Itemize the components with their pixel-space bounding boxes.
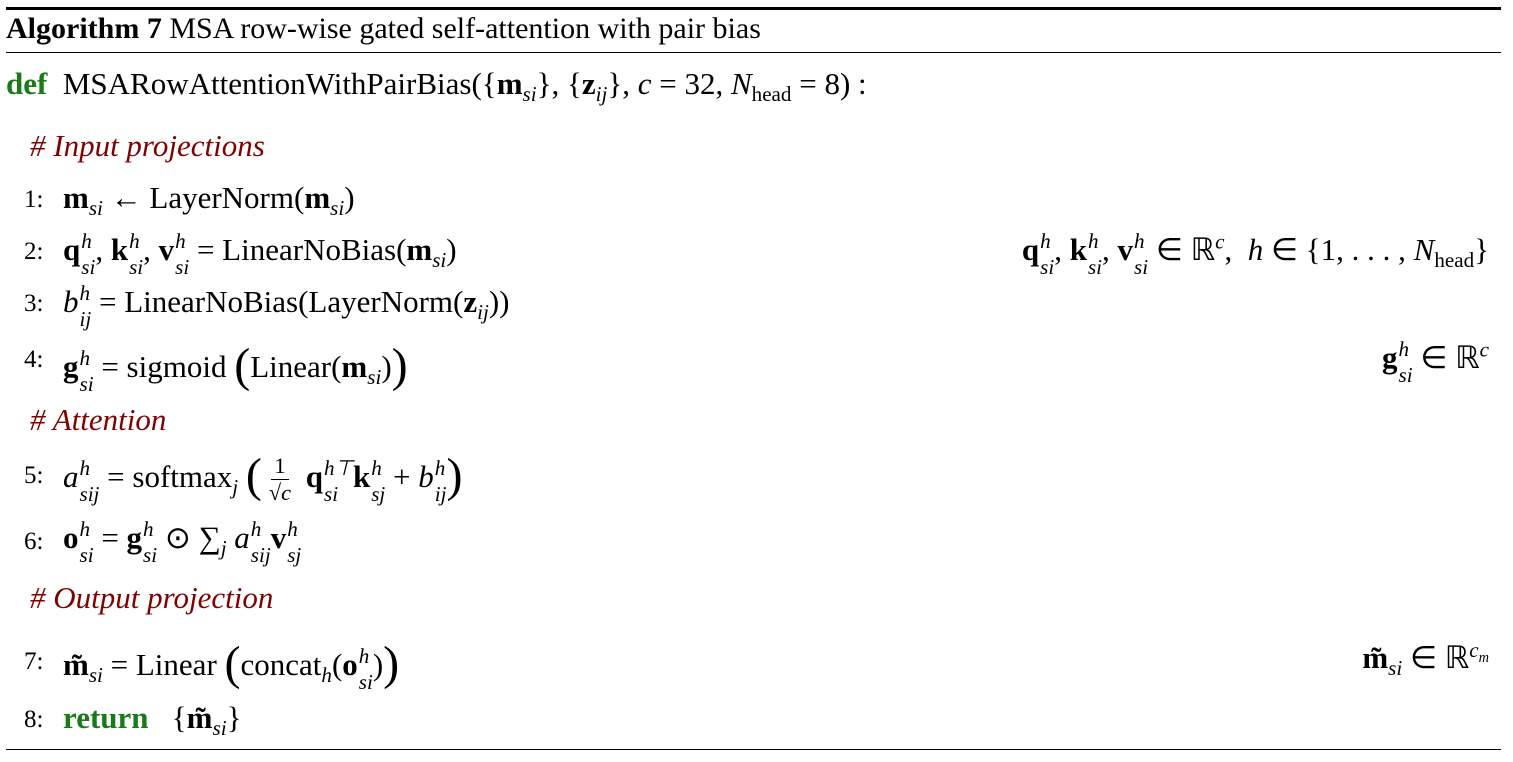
line-7-annotation: $m̃_{si}$ ∈ ℝ$^{c_m}$ [1362,637,1489,681]
top-rule [6,7,1501,10]
function-name: MSARowAttentionWithPairBias [62,66,472,101]
linear-fn-2: Linear [135,647,217,682]
line-4-annotation: g h si ∈ ℝ$^c$ [1382,336,1489,387]
line-number-3: 3: [24,290,44,317]
algorithm-line-2: q h si , k h si , v h si = $LinearNoBias(m_{si})$ [63,228,457,279]
algorithm-line-7: $m̃_{si}$ = Linear (concat$_h$(o h si )) [63,637,400,694]
linearnobias-fn-2: LinearNoBias [124,284,299,319]
algorithm-line-8: return $\{m̃_{si}\}$ [63,700,242,741]
nhead-value: 8 [824,66,840,101]
scale-fraction: $\frac{1}{√c}$ [268,453,292,506]
algorithm-title: MSA row-wise gated self-attention with pair bias [169,12,761,45]
algorithm-label: Algorithm 7 [6,12,162,45]
line-number-1: 1: [24,186,44,213]
comment-output-projection: # Output projection [30,580,274,615]
linearnobias-fn: LinearNoBias [222,232,397,267]
algorithm-line-4: g h si = sigmoid $(Linear(m_{si}))$ [63,339,408,396]
line-number-2: 2: [24,238,44,265]
algorithm-line-6: o h si = g h si ⊙ $\sum_j$ a h sij v h sj [63,516,302,567]
line-number-6: 6: [24,528,44,555]
return-keyword: return [63,700,149,735]
softmax-fn: softmax [132,459,233,494]
algorithm-line-5: a h sij = softmax$_j$ ( $\frac{1}{√c}$ q h⊤ si k h sj + b h ij ) [63,449,463,506]
comment-input-projections: # Input projections [30,128,265,163]
caption-rule [6,52,1501,53]
layernorm-fn-2: LayerNorm [308,284,454,319]
layernorm-fn: LayerNorm [149,180,294,215]
linear-fn: Linear [250,349,332,384]
algorithm-caption [6,12,761,46]
line-number-7: 7: [24,648,44,675]
c-value: 32 [684,66,716,101]
def-keyword: def [6,66,48,101]
line-number-4: 4: [24,346,44,373]
line-number-8: 8: [24,706,44,733]
algorithm-line-1: $m_{si}$ ← $LayerNorm(m_{si})$ [63,180,355,221]
line-2-annotation: q h si , k h si , v h si ∈ ℝ$^c$, h ∈ {1, . . . , $N_{head}$} [1021,228,1489,279]
bottom-rule [6,749,1501,750]
concat-fn: concat [240,647,322,682]
sigmoid-fn: sigmoid [126,349,227,384]
algorithm-line-3: b h ij = $LinearNoBias(LayerNorm(z_{ij}))$ [63,280,510,331]
line-number-5: 5: [24,462,44,489]
comment-attention: # Attention [30,402,167,437]
function-signature: def $MSARowAttentionWithPairBias(\{m_{si}\}$, $\{z_{ij}\}$, c = 32, $N_{head} = 8$) : [6,66,867,107]
